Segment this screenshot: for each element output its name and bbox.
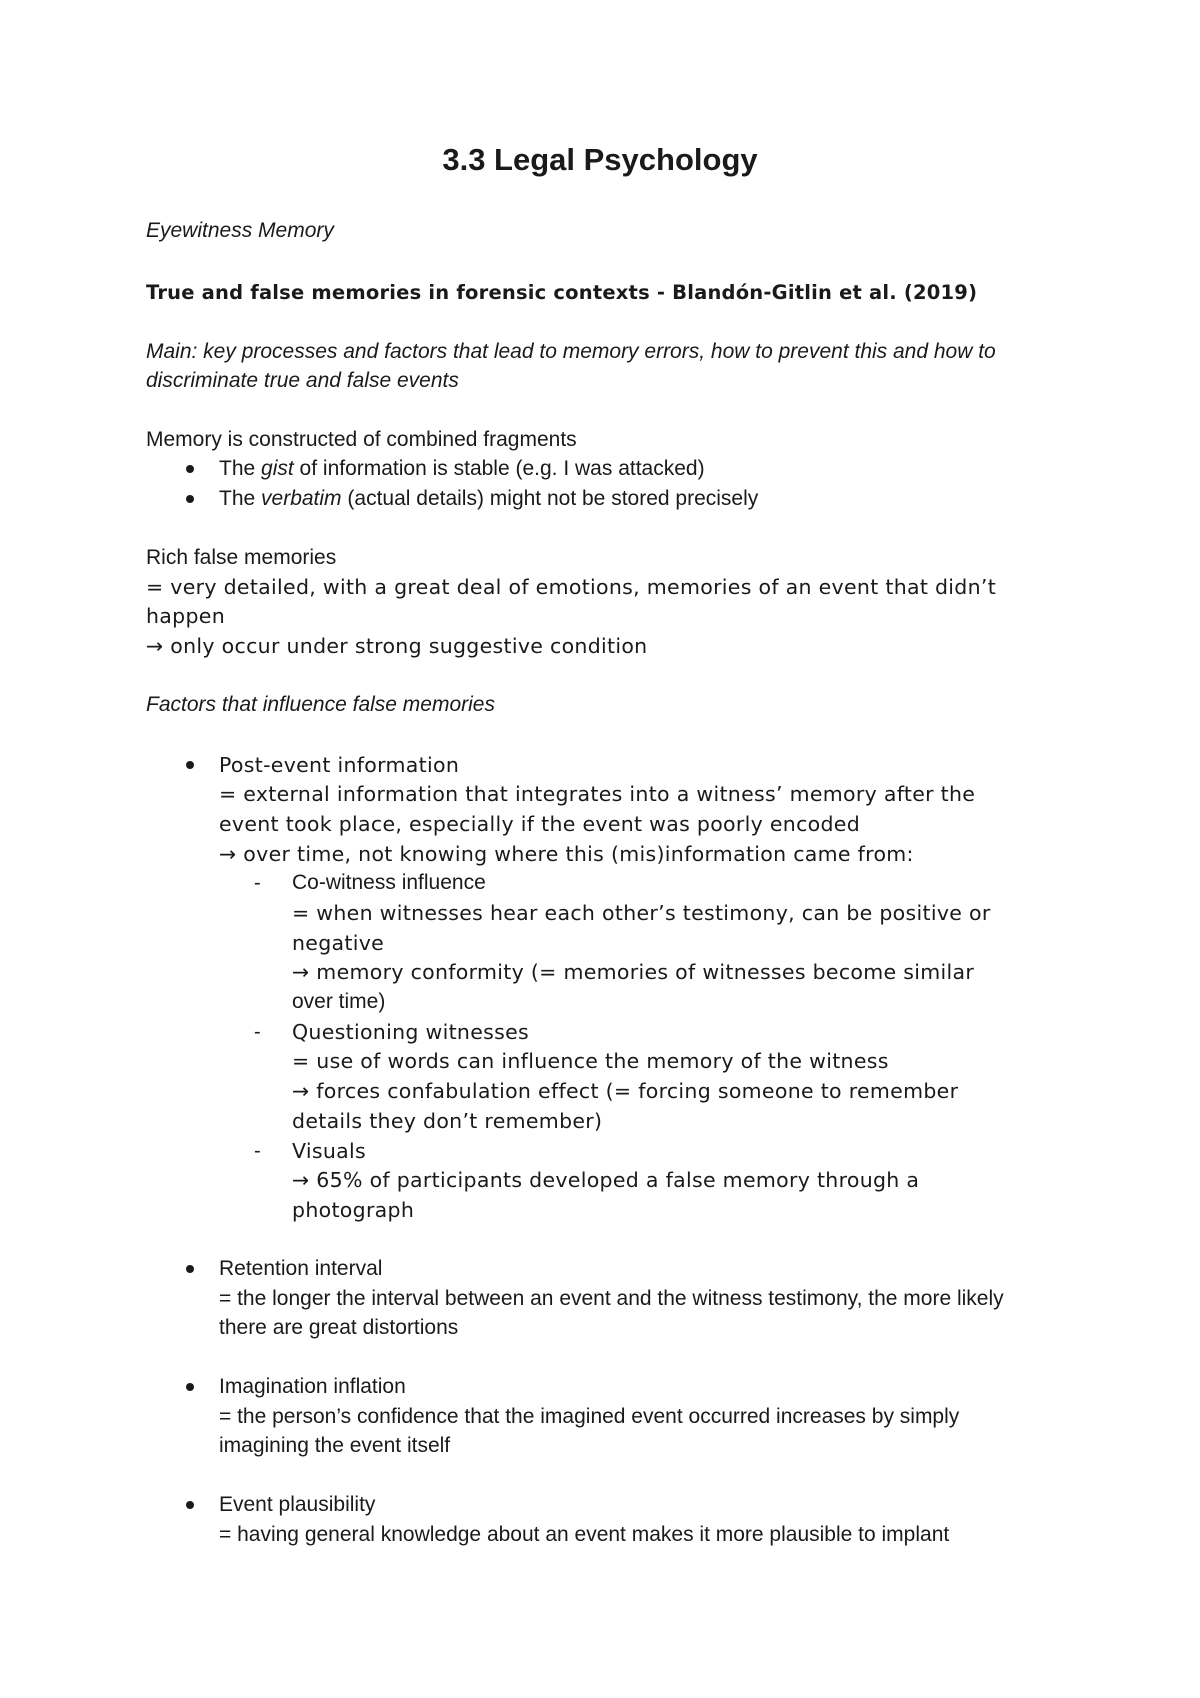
gist-bullet: The gist of information is stable (e.g. I was attacked) xyxy=(219,457,705,480)
rich-false-heading: Rich false memories xyxy=(146,546,337,569)
questioning-line-3: details they don’t remember) xyxy=(292,1109,603,1133)
factors-heading: Factors that influence false memories xyxy=(146,693,495,716)
verbatim-bullet: The verbatim (actual details) might not be stored precisely xyxy=(219,487,759,510)
dash-marker: - xyxy=(254,872,261,894)
rich-false-line-2: happen xyxy=(146,604,225,628)
retention-line-1: = the longer the interval between an event and the witness testimony, the more likely xyxy=(219,1287,1004,1310)
section-heading: Eyewitness Memory xyxy=(146,219,334,242)
rich-false-line-3: → only occur under strong suggestive condition xyxy=(146,634,648,658)
post-event-line-2: event took place, especially if the event was poorly encoded xyxy=(219,812,861,836)
co-witness-line-1: = when witnesses hear each other’s testimony, can be positive or xyxy=(292,901,991,925)
memory-constructed-heading: Memory is constructed of combined fragments xyxy=(146,428,577,451)
imagination-line-1: = the person’s confidence that the imagined event occurred increases by simply xyxy=(219,1405,960,1428)
visuals-heading: Visuals xyxy=(292,1139,366,1163)
post-event-line-3: → over time, not knowing where this (mis)information came from: xyxy=(219,842,914,866)
co-witness-heading: Co-witness influence xyxy=(292,871,486,894)
article-title: True and false memories in forensic contexts - Blandón-Gitlin et al. (2019) xyxy=(146,281,978,304)
post-event-line-1: = external information that integrates into a witness’ memory after the xyxy=(219,782,976,806)
page-title: 3.3 Legal Psychology xyxy=(442,142,758,177)
visuals-line-2: photograph xyxy=(292,1198,415,1222)
bullet-icon xyxy=(186,495,194,503)
visuals-line-1: → 65% of participants developed a false memory through a xyxy=(292,1168,920,1192)
plausibility-heading: Event plausibility xyxy=(219,1493,376,1516)
co-witness-line-3: → memory conformity (= memories of witnesses become similar xyxy=(292,960,975,984)
questioning-line-2: → forces confabulation effect (= forcing someone to remember xyxy=(292,1079,959,1103)
main-line-2: discriminate true and false events xyxy=(146,369,459,392)
post-event-heading: Post-event information xyxy=(219,753,460,777)
questioning-heading: Questioning witnesses xyxy=(292,1020,529,1044)
plausibility-line-1: = having general knowledge about an event makes it more plausible to implant xyxy=(219,1523,950,1546)
imagination-line-2: imagining the event itself xyxy=(219,1434,451,1457)
bullet-icon xyxy=(186,1501,194,1509)
retention-heading: Retention interval xyxy=(219,1257,383,1280)
retention-line-2: there are great distortions xyxy=(219,1316,459,1339)
bullet-icon xyxy=(186,465,194,473)
dash-marker: - xyxy=(254,1021,261,1043)
bullet-icon xyxy=(186,1383,194,1391)
co-witness-line-2: negative xyxy=(292,931,385,955)
bullet-icon xyxy=(186,1265,194,1273)
co-witness-line-4: over time) xyxy=(292,990,386,1013)
questioning-line-1: = use of words can influence the memory of the witness xyxy=(292,1049,889,1073)
rich-false-line-1: = very detailed, with a great deal of emotions, memories of an event that didn’t xyxy=(146,575,997,599)
dash-marker: - xyxy=(254,1140,261,1162)
bullet-icon xyxy=(186,761,194,769)
imagination-heading: Imagination inflation xyxy=(219,1375,406,1398)
main-line-1: Main: key processes and factors that lead to memory errors, how to prevent this and how to xyxy=(146,340,996,363)
